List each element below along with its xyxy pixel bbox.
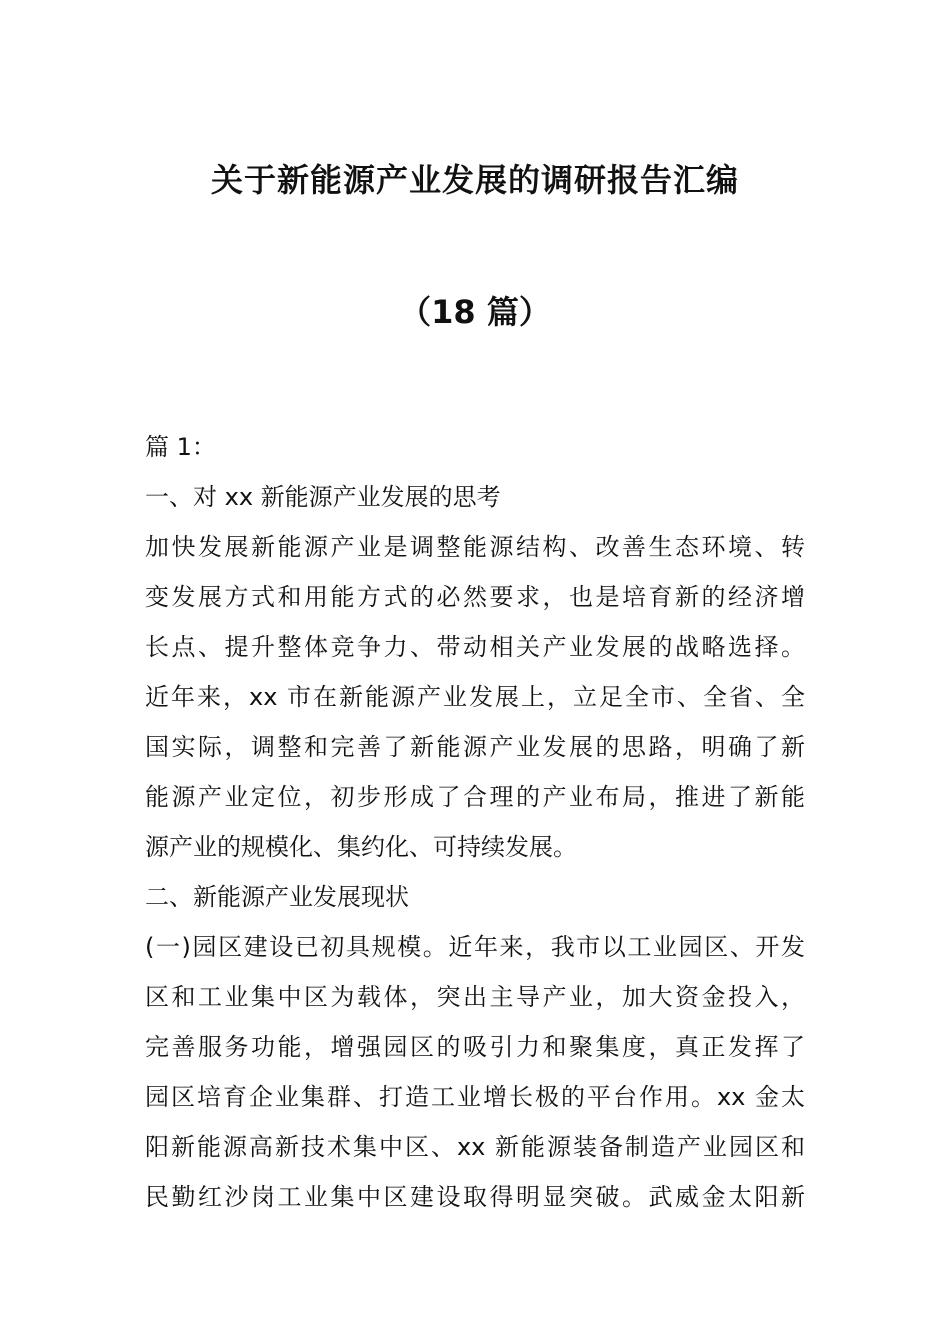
- paragraph-line: 园区培育企业集群、打造工业增长极的平台作用。xx 金太: [145, 1083, 805, 1111]
- heading-1: 一、对 xx 新能源产业发展的思考: [145, 483, 501, 511]
- paragraph-line: 民勤红沙岗工业集中区建设取得明显突破。武威金太阳新: [145, 1183, 805, 1211]
- paragraph-line: 变发展方式和用能方式的必然要求，也是培育新的经济增: [145, 583, 805, 611]
- section-label: 篇 1：: [145, 433, 216, 461]
- paragraph-line: 区和工业集中区为载体，突出主导产业，加大资金投入，: [145, 983, 805, 1011]
- document-body: [145, 422, 805, 1222]
- paragraph-line: 能源产业定位，初步形成了合理的产业布局，推进了新能: [145, 783, 805, 811]
- paragraph-line: 国实际，调整和完善了新能源产业发展的思路，明确了新: [145, 733, 805, 761]
- paragraph-line: (一)园区建设已初具规模。近年来，我市以工业园区、开发: [145, 933, 805, 961]
- paragraph-line: 加快发展新能源产业是调整能源结构、改善生态环境、转: [145, 533, 805, 561]
- paragraph-line: 近年来，xx 市在新能源产业发展上，立足全市、全省、全: [145, 683, 805, 711]
- document-subtitle: （18 篇）: [399, 293, 551, 331]
- paragraph-line: 完善服务功能，增强园区的吸引力和聚集度，真正发挥了: [145, 1033, 805, 1061]
- heading-2: 二、新能源产业发展现状: [145, 883, 409, 911]
- paragraph-line: 长点、提升整体竞争力、带动相关产业发展的战略选择。: [145, 633, 805, 661]
- paragraph-line: 源产业的规模化、集约化、可持续发展。: [145, 833, 577, 861]
- paragraph-line: 阳新能源高新技术集中区、xx 新能源装备制造产业园区和: [145, 1133, 805, 1161]
- document-title: 关于新能源产业发展的调研报告汇编: [210, 161, 739, 199]
